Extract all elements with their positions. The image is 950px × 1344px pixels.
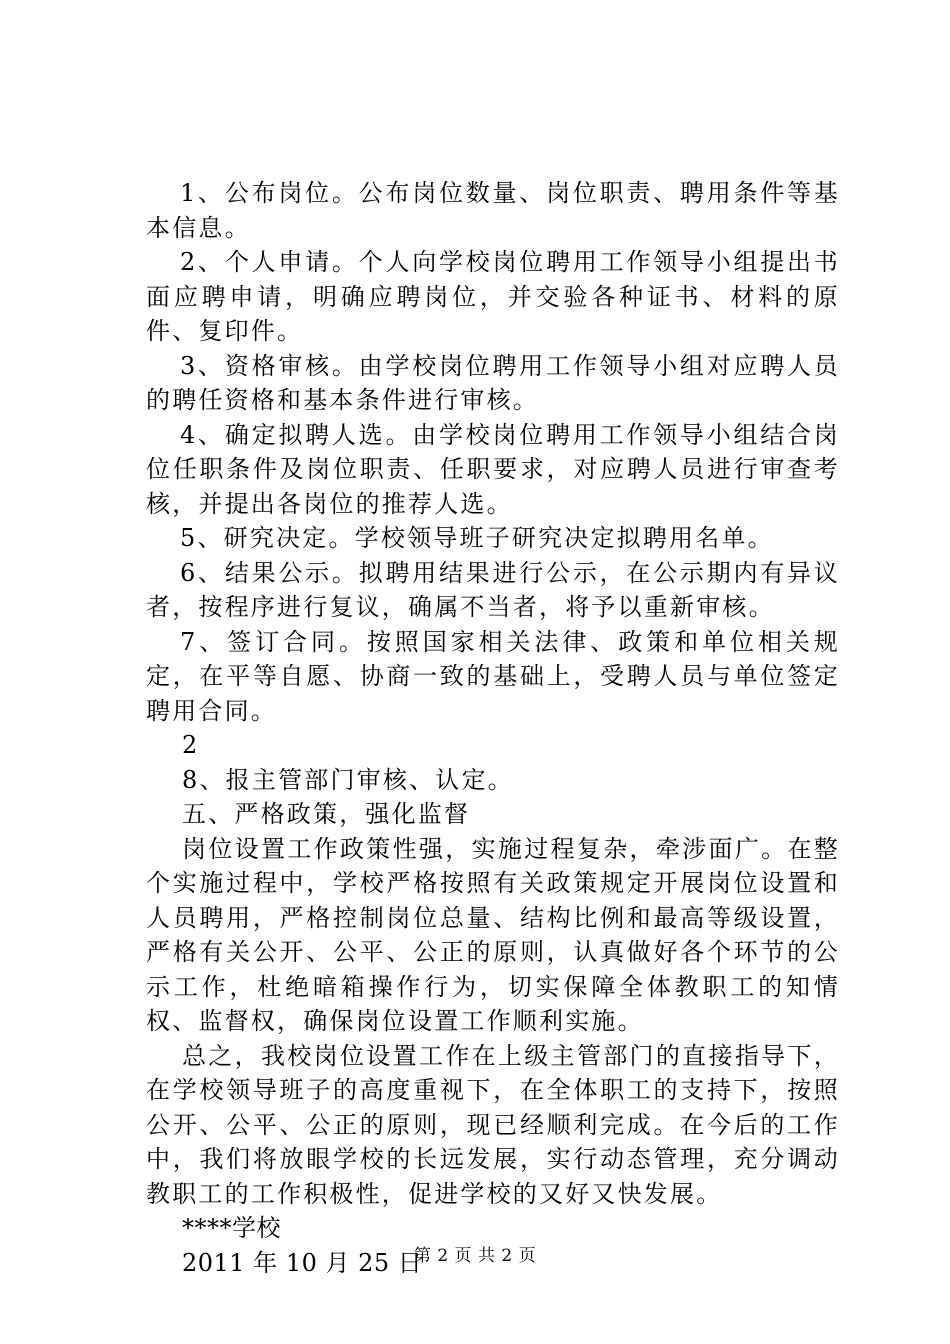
paragraph-conclusion: 总之，我校岗位设置工作在上级主管部门的直接指导下，在学校领导班子的高度重视下，在全体职工的支持下，按照公开、公平、公正的原则，现已经顺利完成。在今后的工作中，我们将放眼学校的长远发展，实行动态管理，充分调动教职工的工作积极性，促进学校的又好又快发展。 <box>146 1041 840 1208</box>
section-heading: 五、严格政策，强化监督 <box>182 800 471 828</box>
paragraph-step-5: 5、研究决定。学校领导班子研究决定拟聘用名单。 <box>180 524 774 552</box>
stray-page-number: 2 <box>182 731 200 759</box>
document-body <box>146 176 840 1280</box>
signature-school: ****学校 <box>182 1214 281 1242</box>
paragraph-step-6: 6、结果公示。拟聘用结果进行公示，在公示期内有异议者，按程序进行复议，确属不当者，将予以重新审核。 <box>146 558 840 621</box>
paragraph-step-1: 1、公布岗位。公布岗位数量、岗位职责、聘用条件等基本信息。 <box>146 179 840 242</box>
signature-date: 2011 年 10 月 25 日 <box>182 1248 423 1277</box>
paragraph-step-8: 8、报主管部门审核、认定。 <box>182 765 514 794</box>
page-footer: 第 2 页 共 2 页 <box>413 1246 537 1266</box>
paragraph-step-3: 3、资格审核。由学校岗位聘用工作领导小组对应聘人员的聘任资格和基本条件进行审核。 <box>146 351 840 414</box>
paragraph-step-4: 4、确定拟聘人选。由学校岗位聘用工作领导小组结合岗位任职条件及岗位职责、任职要求，对应聘人员进行审查考核，并提出各岗位的推荐人选。 <box>146 420 840 518</box>
paragraph-step-2: 2、个人申请。个人向学校岗位聘用工作领导小组提出书面应聘申请，明确应聘岗位，并交验各种证书、材料的原件、复印件。 <box>146 248 840 345</box>
paragraph-step-7: 7、签订合同。按照国家相关法律、政策和单位相关规定，在平等自愿、协商一致的基础上，受聘人员与单位签定聘用合同。 <box>146 627 840 725</box>
paragraph-policy: 岗位设置工作政策性强，实施过程复杂，牵涉面广。在整个实施过程中，学校严格按照有关政策规定开展岗位设置和人员聘用，严格控制岗位总量、结构比例和最高等级设置，严格有关公开、公平、公正的原则，认真做好各个环节的公示工作，杜绝暗箱操作行为，切实保障全体教职工的知情权、监督权，确保岗位设置工作顺利实施。 <box>146 834 840 1035</box>
